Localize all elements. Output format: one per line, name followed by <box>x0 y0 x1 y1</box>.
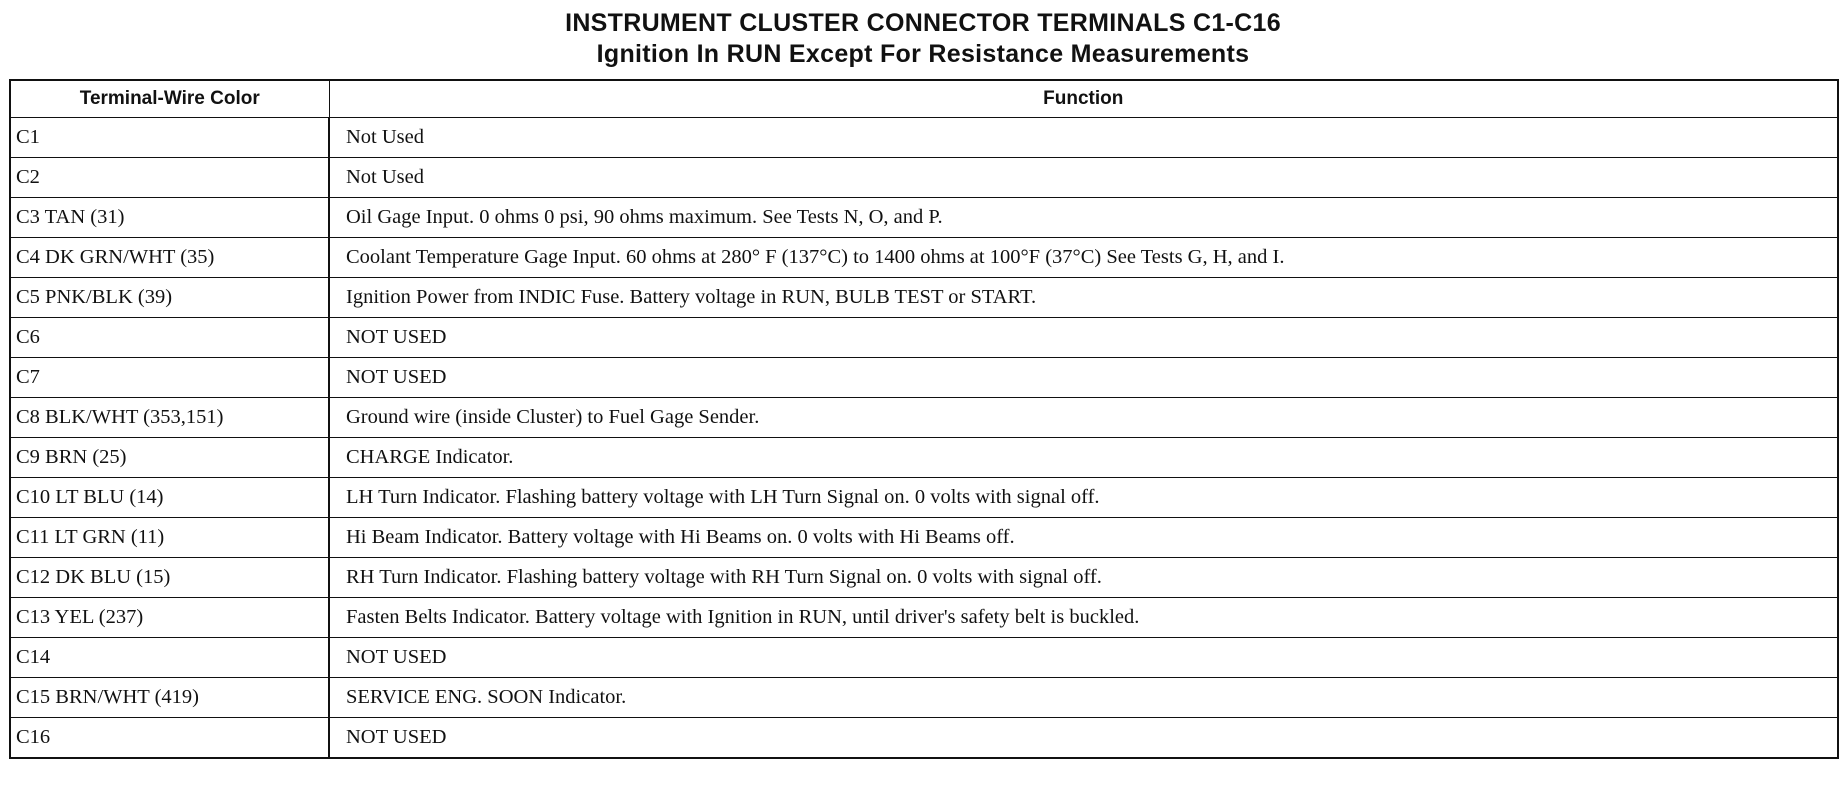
table-row <box>10 358 1838 398</box>
table-row <box>10 238 1838 278</box>
terminal-cell: C15 BRN/WHT (419) <box>10 678 329 718</box>
table-row <box>10 118 1838 158</box>
table-row <box>10 198 1838 238</box>
table-row <box>10 718 1838 759</box>
terminal-cell: C6 <box>10 318 329 358</box>
terminal-cell: C5 PNK/BLK (39) <box>10 278 329 318</box>
table-header-row <box>10 80 1838 118</box>
terminal-cell: C7 <box>10 358 329 398</box>
function-cell: NOT USED <box>329 638 1838 678</box>
column-header-terminal: Terminal-Wire Color <box>10 80 329 118</box>
terminal-cell: C1 <box>10 118 329 158</box>
terminal-cell: C9 BRN (25) <box>10 438 329 478</box>
function-cell: Oil Gage Input. 0 ohms 0 psi, 90 ohms maximum. See Tests N, O, and P. <box>329 198 1838 238</box>
table-row <box>10 318 1838 358</box>
function-cell: CHARGE Indicator. <box>329 438 1838 478</box>
document-header <box>0 8 1846 70</box>
terminal-cell: C14 <box>10 638 329 678</box>
function-cell: RH Turn Indicator. Flashing battery voltage with RH Turn Signal on. 0 volts with signal off. <box>329 558 1838 598</box>
document-subtitle: Ignition In RUN Except For Resistance Measurements <box>596 40 1250 68</box>
function-cell: Not Used <box>329 158 1838 198</box>
function-cell: Not Used <box>329 118 1838 158</box>
terminal-cell: C3 TAN (31) <box>10 198 329 238</box>
terminal-cell: C8 BLK/WHT (353,151) <box>10 398 329 438</box>
terminal-cell: C11 LT GRN (11) <box>10 518 329 558</box>
function-cell: SERVICE ENG. SOON Indicator. <box>329 678 1838 718</box>
table-row <box>10 518 1838 558</box>
terminal-cell: C13 YEL (237) <box>10 598 329 638</box>
function-cell: Ground wire (inside Cluster) to Fuel Gage Sender. <box>329 398 1838 438</box>
table-row <box>10 558 1838 598</box>
document-title: INSTRUMENT CLUSTER CONNECTOR TERMINALS C1-C16 <box>565 9 1281 37</box>
terminal-cell: C2 <box>10 158 329 198</box>
table-row <box>10 598 1838 638</box>
terminal-cell: C12 DK BLU (15) <box>10 558 329 598</box>
column-header-function: Function <box>329 80 1838 118</box>
function-cell: NOT USED <box>329 358 1838 398</box>
terminal-table <box>9 79 1839 759</box>
function-cell: Fasten Belts Indicator. Battery voltage with Ignition in RUN, until driver's safety belt is buckled. <box>329 598 1838 638</box>
table-row <box>10 158 1838 198</box>
terminal-cell: C10 LT BLU (14) <box>10 478 329 518</box>
terminal-cell: C16 <box>10 718 329 759</box>
function-cell: Ignition Power from INDIC Fuse. Battery voltage in RUN, BULB TEST or START. <box>329 278 1838 318</box>
function-cell: LH Turn Indicator. Flashing battery voltage with LH Turn Signal on. 0 volts with signal off. <box>329 478 1838 518</box>
terminal-cell: C4 DK GRN/WHT (35) <box>10 238 329 278</box>
function-cell: NOT USED <box>329 718 1838 759</box>
function-cell: Coolant Temperature Gage Input. 60 ohms at 280° F (137°C) to 1400 ohms at 100°F (37°C) See Tests G, H, and I. <box>329 238 1838 278</box>
table-row <box>10 638 1838 678</box>
table-row <box>10 278 1838 318</box>
table-row <box>10 438 1838 478</box>
table-row <box>10 398 1838 438</box>
table-row <box>10 678 1838 718</box>
function-cell: Hi Beam Indicator. Battery voltage with Hi Beams on. 0 volts with Hi Beams off. <box>329 518 1838 558</box>
table-row <box>10 478 1838 518</box>
function-cell: NOT USED <box>329 318 1838 358</box>
